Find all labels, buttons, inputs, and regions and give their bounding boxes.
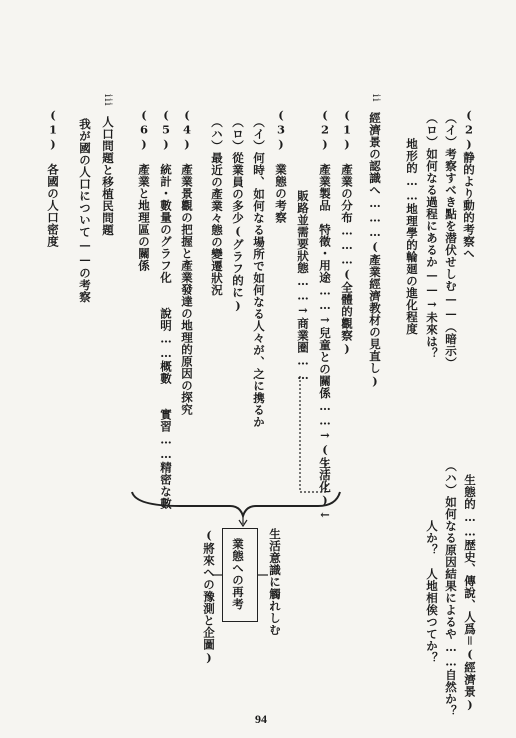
item-5-statistics: (5) 統計・數量のグラフ化 說明……概數 實習……精密な數 — [159, 108, 173, 510]
heading-economic-scene: 經濟景の認識へ………(產業經濟教材の見直し) — [368, 112, 382, 389]
heading-static-to-dynamic: (2)静的より動的考察へ — [462, 108, 476, 260]
annotation-future-plan: (將來への豫測と企圖) — [202, 528, 216, 665]
roman-numeral-ii: ii — [370, 94, 381, 103]
item-6-regions: (6) 產業と地理區の關係 — [137, 108, 151, 272]
annotation-life-awareness: 生活意識に觸れしむ — [268, 528, 282, 636]
item-ha-cause: （ハ）如何なる原因結果によるや……自然か？ — [444, 460, 458, 717]
item-2-products: (2) 產業製品 特徵・用途……→兒童との關係……→(生活化)← — [318, 108, 332, 522]
item-ro-employees: （ロ）從業員の多少(グラフ的に) — [231, 116, 245, 313]
dotted-connector — [300, 375, 326, 492]
item-ha-changes: （ハ）最近の產業々態の變遷狀況 — [210, 116, 224, 296]
item-1-distribution: (1) 產業の分布………(全體的觀察) — [340, 108, 354, 356]
line-topographic: 地形的……地理學的輪廻の進化程度 — [405, 138, 419, 335]
heading-population: 人口問題と移植民問題 — [101, 116, 115, 236]
item-4-landscape: (4) 產業景觀の把握と產業發達の地理的原因の探究 — [180, 108, 194, 416]
line-ecological: 生態的……歴史、傳說、人爲＝(經濟景) — [463, 474, 477, 712]
line-our-population: 我が國の人口について——の考察 — [78, 118, 92, 303]
roman-numeral-iii: iii — [102, 94, 113, 107]
item-ro-process: （ロ）如何なる過程にあるか——→未來は？ — [425, 112, 439, 360]
page-number: 94 — [255, 712, 267, 726]
item-i-hint: （イ）考察すべき點を潜伏せしむ——（暗示） — [444, 112, 458, 369]
line-sales-demand: 販路並需要狀態……→商業圏…… — [296, 190, 310, 383]
box-label-text: 業態への再考 — [231, 538, 245, 610]
item-1-density: (1) 各國の人口密度 — [46, 108, 60, 248]
item-i-who: （イ）何時、如何なる場所で如何なる人々が、之に携るか — [252, 116, 266, 428]
item-3-business: (3) 業態の考察 — [274, 108, 288, 224]
brace-bracket — [132, 492, 340, 516]
line-human-nature: 人か？ 人地相俟つてか？ — [425, 520, 439, 664]
